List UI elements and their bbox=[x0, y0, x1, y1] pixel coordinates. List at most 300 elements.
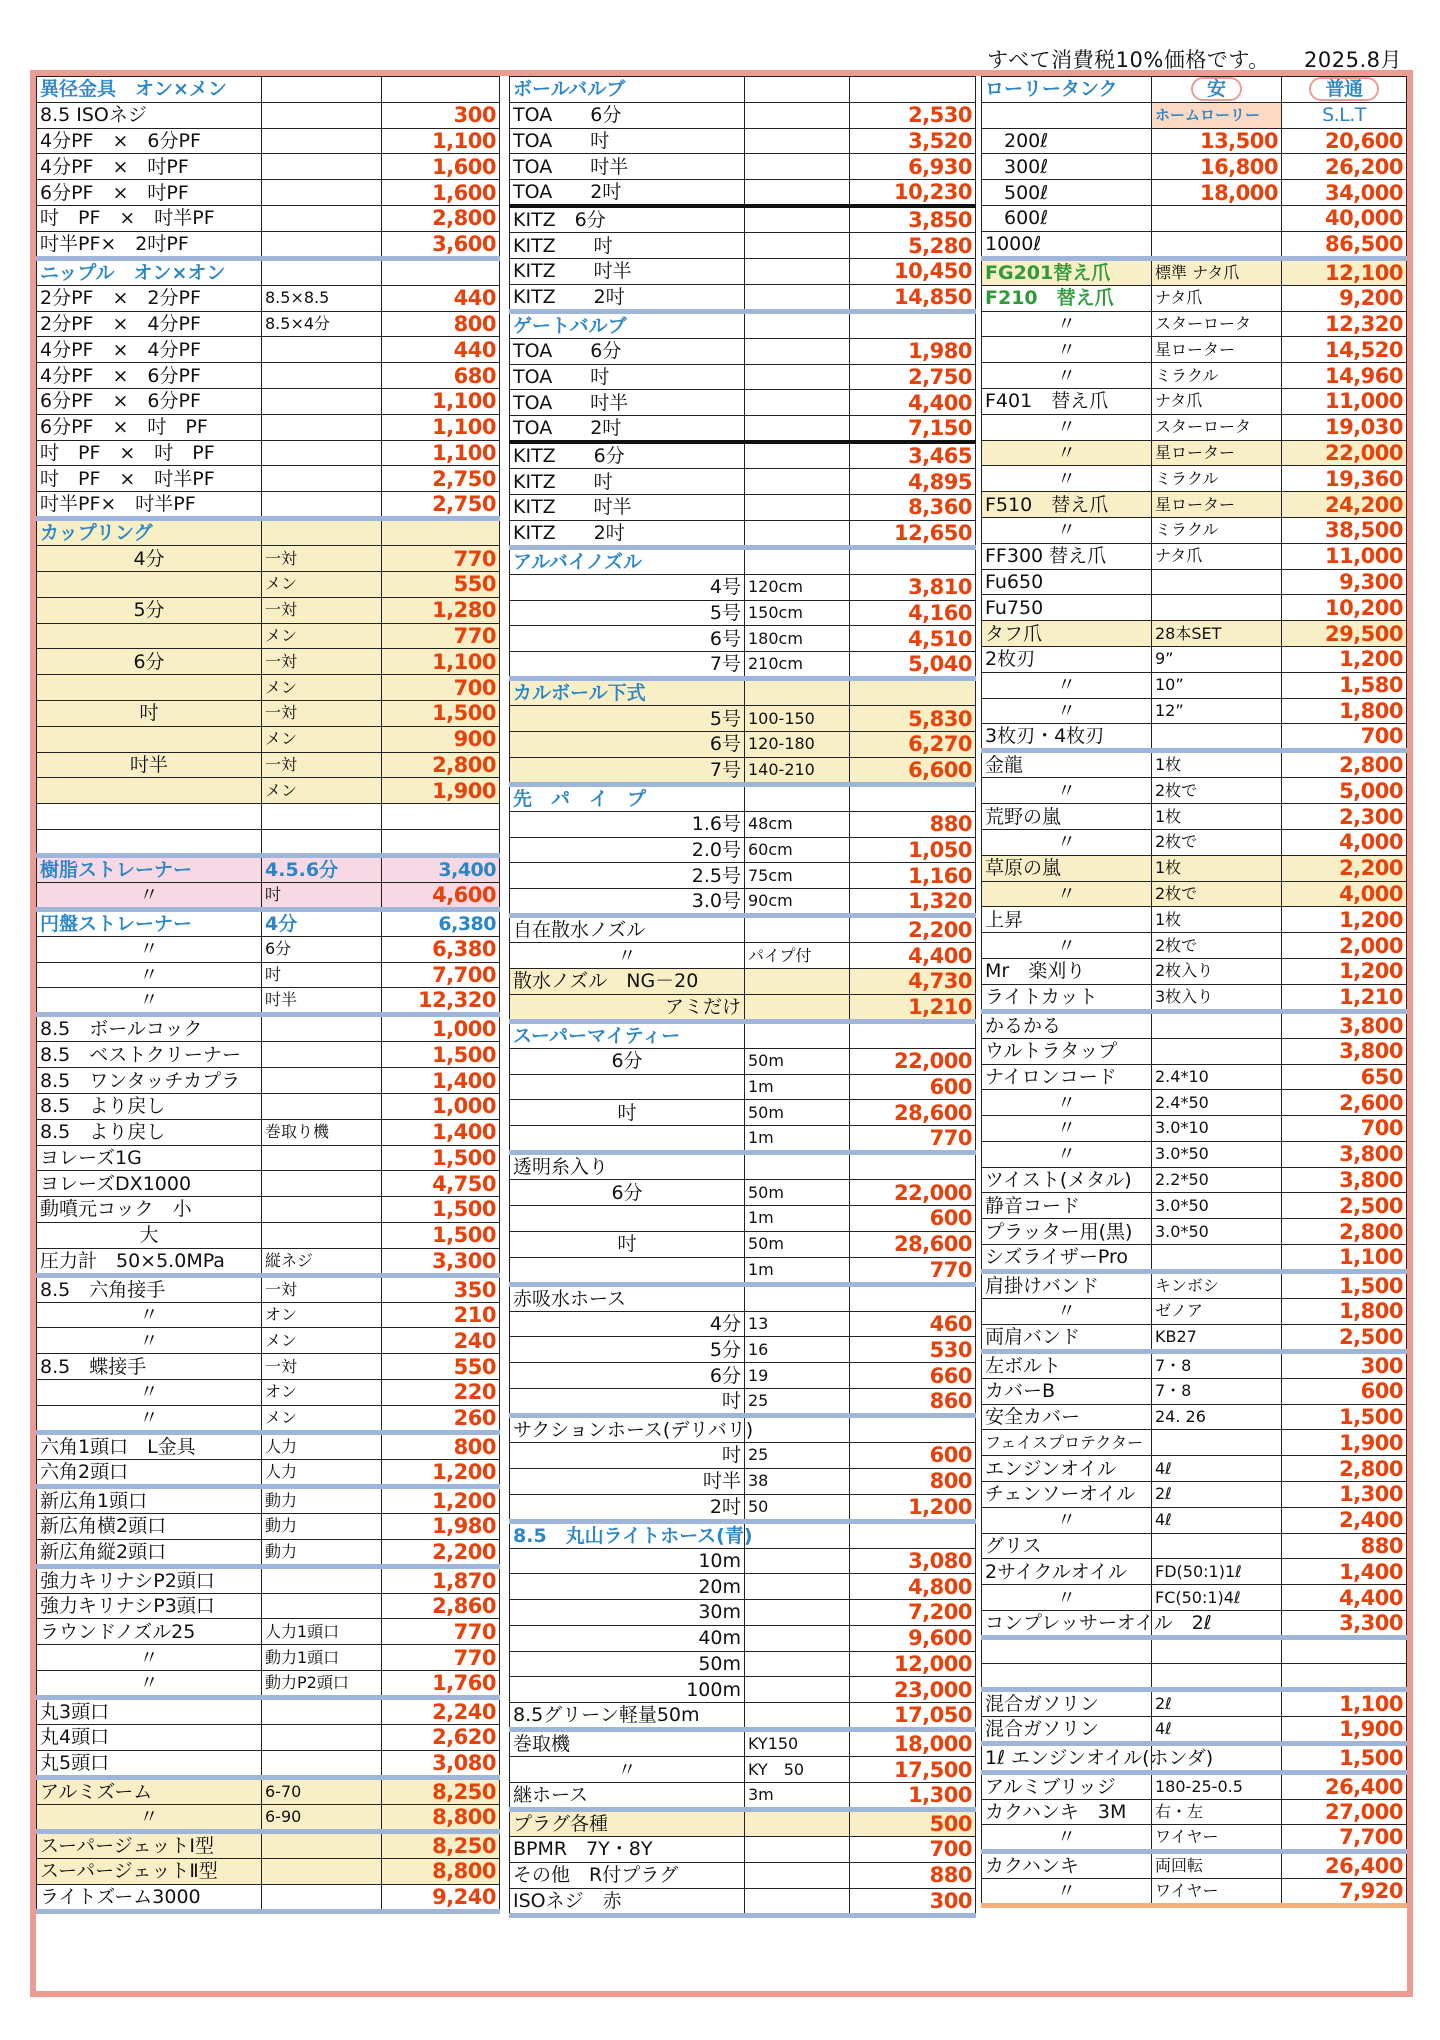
spec-cell bbox=[745, 233, 850, 259]
price-cell: 4,600 bbox=[382, 882, 500, 909]
spec-cell: 2ℓ bbox=[1152, 1689, 1282, 1716]
price-row bbox=[982, 1533, 1407, 1559]
price-row bbox=[982, 1141, 1407, 1167]
price-cell: 650 bbox=[1282, 1064, 1407, 1090]
price-cell: 3,800 bbox=[1282, 1167, 1407, 1193]
price-cell: 3,300 bbox=[382, 1248, 500, 1275]
spec-cell bbox=[1152, 1038, 1282, 1064]
price-row bbox=[37, 1459, 500, 1486]
spec-cell: 一対 bbox=[262, 1354, 382, 1380]
item-name-cell: 8.5 より戻し bbox=[37, 1119, 262, 1145]
spec-cell bbox=[1152, 1430, 1282, 1456]
spec-cell: 一対 bbox=[262, 1275, 382, 1302]
spec-cell: 3.0*10 bbox=[1152, 1116, 1282, 1142]
item-name-cell bbox=[37, 778, 262, 804]
item-name-cell: 8.5 より戻し bbox=[37, 1093, 262, 1119]
price-row bbox=[982, 984, 1407, 1011]
spec-cell: 2.4*10 bbox=[1152, 1064, 1282, 1090]
price-row bbox=[982, 1167, 1407, 1193]
spec-cell: キンボシ bbox=[1152, 1272, 1282, 1299]
price-cell: 1,800 bbox=[1282, 1299, 1407, 1325]
item-name-cell: ISOネジ 赤 bbox=[510, 1888, 745, 1915]
spec-cell bbox=[745, 1810, 850, 1837]
price-row bbox=[37, 1432, 500, 1459]
item-name-cell: 200ℓ bbox=[982, 128, 1152, 154]
price-cell bbox=[382, 258, 500, 285]
price-row bbox=[37, 1858, 500, 1884]
price-cell: 11,000 bbox=[1282, 388, 1407, 414]
spec-cell: 星ローター bbox=[1152, 492, 1282, 518]
spec-cell bbox=[1152, 569, 1282, 595]
item-name-cell: その他 R付プラグ bbox=[510, 1862, 745, 1888]
item-name-cell: 〃 bbox=[982, 933, 1152, 959]
price-row bbox=[510, 520, 976, 547]
price-row bbox=[37, 180, 500, 206]
spec-cell: 3m bbox=[745, 1783, 850, 1810]
price-cell: 1,200 bbox=[1282, 907, 1407, 933]
spec-cell bbox=[745, 968, 850, 994]
price-cell: 4,400 bbox=[850, 943, 976, 969]
price-row bbox=[37, 1513, 500, 1539]
price-cell: 4,400 bbox=[850, 390, 976, 416]
spec-cell: 吋 bbox=[262, 962, 382, 988]
price-row bbox=[510, 469, 976, 495]
item-name-cell: 2.0号 bbox=[510, 837, 745, 863]
spec-cell: 18,000 bbox=[1152, 180, 1282, 206]
price-cell: 660 bbox=[850, 1363, 976, 1389]
spec-cell: 4分 bbox=[262, 909, 382, 936]
price-cell: 2,620 bbox=[382, 1725, 500, 1751]
price-row bbox=[37, 597, 500, 623]
price-cell: 300 bbox=[850, 1888, 976, 1915]
item-name-cell: ヨレーズ1G bbox=[37, 1145, 262, 1171]
price-row bbox=[510, 1048, 976, 1074]
item-name-cell: 4分 bbox=[510, 1311, 745, 1337]
spec-cell: 4ℓ bbox=[1152, 1456, 1282, 1482]
spec-cell bbox=[262, 1750, 382, 1777]
item-name-cell: 先 パ イ プ bbox=[510, 784, 745, 811]
price-row bbox=[37, 571, 500, 597]
item-name-cell: TOA 6分 bbox=[510, 338, 745, 364]
price-cell: 1,500 bbox=[1282, 1272, 1407, 1299]
item-name-cell: スーパージェットⅡ型 bbox=[37, 1858, 262, 1884]
item-name-cell: ゲートバルブ bbox=[510, 311, 745, 338]
price-cell: 10,450 bbox=[850, 258, 976, 284]
price-cell: 26,200 bbox=[1282, 154, 1407, 180]
price-cell: 1,600 bbox=[382, 154, 500, 180]
price-cell: 3,465 bbox=[850, 442, 976, 469]
price-cell bbox=[850, 679, 976, 706]
spec-cell bbox=[745, 469, 850, 495]
price-row bbox=[982, 1456, 1407, 1482]
price-cell: 880 bbox=[1282, 1533, 1407, 1559]
item-name-cell: 8.5 蝶接手 bbox=[37, 1354, 262, 1380]
spec-cell bbox=[745, 154, 850, 180]
section-header-row bbox=[510, 77, 976, 103]
spec-cell bbox=[745, 1703, 850, 1730]
item-name-cell: 4分PF × 4分PF bbox=[37, 337, 262, 363]
price-row bbox=[37, 1302, 500, 1328]
item-name-cell bbox=[982, 102, 1152, 128]
spec-cell: 1m bbox=[745, 1257, 850, 1284]
item-name-cell: TOA 6分 bbox=[510, 102, 745, 128]
item-name-cell: 混合ガソリン bbox=[982, 1716, 1152, 1743]
price-cell: 1,500 bbox=[382, 700, 500, 726]
price-row bbox=[982, 154, 1407, 180]
item-name-cell: 吋 bbox=[510, 1100, 745, 1126]
price-row bbox=[982, 1879, 1407, 1906]
spec-cell bbox=[262, 1042, 382, 1068]
price-row bbox=[982, 1116, 1407, 1142]
price-row bbox=[982, 1638, 1407, 1664]
item-name-cell: FF300 替え爪 bbox=[982, 543, 1152, 569]
price-row bbox=[37, 231, 500, 258]
price-row bbox=[510, 626, 976, 652]
item-name-cell: 静音コード bbox=[982, 1193, 1152, 1219]
price-cell: 1,000 bbox=[382, 1093, 500, 1119]
price-cell: 600 bbox=[1282, 1378, 1407, 1404]
price-row bbox=[37, 1645, 500, 1671]
price-row bbox=[510, 1388, 976, 1415]
spec-cell bbox=[262, 128, 382, 154]
spec-cell: パイプ付 bbox=[745, 943, 850, 969]
item-name-cell: 〃 bbox=[37, 1302, 262, 1328]
item-name-cell: 4号 bbox=[510, 574, 745, 600]
price-cell: 4,750 bbox=[382, 1171, 500, 1197]
price-row bbox=[37, 752, 500, 778]
item-name-cell: 〃 bbox=[982, 672, 1152, 698]
spec-cell: ミラクル bbox=[1152, 363, 1282, 389]
price-cell: 300 bbox=[1282, 1351, 1407, 1378]
price-cell: 9,200 bbox=[1282, 285, 1407, 311]
price-row bbox=[37, 311, 500, 337]
item-name-cell: 4分PF × 6分PF bbox=[37, 363, 262, 389]
price-cell: 7,920 bbox=[1282, 1879, 1407, 1906]
item-name-cell: シズライザーPro bbox=[982, 1245, 1152, 1272]
price-row bbox=[37, 440, 500, 466]
item-name-cell: TOA 2吋 bbox=[510, 416, 745, 443]
spec-cell: ミラクル bbox=[1152, 466, 1282, 492]
spec-cell bbox=[262, 519, 382, 546]
price-row bbox=[510, 706, 976, 732]
price-cell: 1,280 bbox=[382, 597, 500, 623]
price-column-middle bbox=[509, 76, 976, 1918]
spec-cell: スターロータ bbox=[1152, 414, 1282, 440]
price-cell: 1,300 bbox=[850, 1783, 976, 1810]
item-name-cell: 新広角横2頭口 bbox=[37, 1513, 262, 1539]
price-row bbox=[982, 1772, 1407, 1799]
price-row bbox=[510, 154, 976, 180]
price-row bbox=[510, 916, 976, 943]
spec-cell: ワイヤー bbox=[1152, 1879, 1282, 1906]
item-name-cell: 8.5グリーン軽量50m bbox=[510, 1703, 745, 1730]
price-cell bbox=[1282, 1638, 1407, 1664]
spec-cell: 両回転 bbox=[1152, 1852, 1282, 1879]
price-row bbox=[37, 1119, 500, 1145]
price-row bbox=[510, 338, 976, 364]
price-row bbox=[982, 881, 1407, 907]
spec-cell: 3.0*50 bbox=[1152, 1193, 1282, 1219]
spec-cell: 13 bbox=[745, 1311, 850, 1337]
spec-cell: KB27 bbox=[1152, 1324, 1282, 1351]
item-name-cell: 8.5 ISOネジ bbox=[37, 102, 262, 128]
price-row bbox=[37, 1354, 500, 1380]
item-name-cell: 100m bbox=[510, 1677, 745, 1703]
price-row bbox=[510, 757, 976, 784]
price-row bbox=[37, 1593, 500, 1619]
price-cell: 1,500 bbox=[382, 1145, 500, 1171]
price-row bbox=[982, 1507, 1407, 1533]
item-name-cell bbox=[37, 726, 262, 752]
item-name-cell: 2.5号 bbox=[510, 863, 745, 889]
price-row bbox=[510, 102, 976, 128]
price-cell bbox=[850, 77, 976, 103]
item-name-cell: 8.5 ボールコック bbox=[37, 1015, 262, 1042]
price-cell: 1,980 bbox=[382, 1513, 500, 1539]
item-name-cell bbox=[510, 1257, 745, 1284]
spec-cell bbox=[745, 1021, 850, 1048]
item-name-cell bbox=[510, 1126, 745, 1153]
spec-cell bbox=[745, 416, 850, 443]
price-row bbox=[982, 1351, 1407, 1378]
item-name-cell: プラグ各種 bbox=[510, 1810, 745, 1837]
price-cell: 1,400 bbox=[382, 1068, 500, 1094]
item-name-cell: スーパーマイティー bbox=[510, 1021, 745, 1048]
price-row bbox=[982, 1825, 1407, 1852]
spec-cell bbox=[262, 1593, 382, 1619]
price-cell: 9,300 bbox=[1282, 569, 1407, 595]
price-cell: 2,750 bbox=[382, 466, 500, 492]
spec-cell bbox=[745, 784, 850, 811]
item-name-cell: 吋半PF× 2吋PF bbox=[37, 231, 262, 258]
price-cell: 14,520 bbox=[1282, 337, 1407, 363]
spec-cell: 1枚 bbox=[1152, 907, 1282, 933]
price-row bbox=[37, 1248, 500, 1275]
price-cell: 1,600 bbox=[382, 180, 500, 206]
price-cell: 1,580 bbox=[1282, 672, 1407, 698]
item-name-cell: プラッター用(黒) bbox=[982, 1219, 1152, 1245]
price-row bbox=[982, 621, 1407, 647]
item-name-cell: 4分PF × 吋PF bbox=[37, 154, 262, 180]
price-row bbox=[510, 1651, 976, 1677]
price-cell: 680 bbox=[382, 363, 500, 389]
price-cell: 7,700 bbox=[1282, 1825, 1407, 1852]
item-name-cell: かるかる bbox=[982, 1011, 1152, 1038]
price-cell: 28,600 bbox=[850, 1231, 976, 1257]
price-cell: 300 bbox=[382, 102, 500, 128]
item-name-cell: 透明糸入り bbox=[510, 1153, 745, 1180]
price-row bbox=[982, 466, 1407, 492]
price-cell: 12,320 bbox=[382, 988, 500, 1015]
price-cell: 1,800 bbox=[1282, 698, 1407, 724]
spec-cell: オン bbox=[262, 1380, 382, 1406]
spec-cell: 8.5×8.5 bbox=[262, 285, 382, 311]
item-name-cell: 吋半 bbox=[510, 1468, 745, 1494]
price-row bbox=[37, 1566, 500, 1593]
price-row bbox=[510, 233, 976, 259]
price-row bbox=[37, 829, 500, 855]
spec-cell: 4ℓ bbox=[1152, 1716, 1282, 1743]
price-cell: S.L.T bbox=[1282, 102, 1407, 128]
price-row bbox=[982, 1193, 1407, 1219]
spec-cell bbox=[745, 1284, 850, 1311]
price-cell: 3,400 bbox=[382, 855, 500, 882]
price-row bbox=[510, 1231, 976, 1257]
price-cell: 1,500 bbox=[382, 1042, 500, 1068]
price-cell: 7,150 bbox=[850, 416, 976, 443]
spec-cell: 星ローター bbox=[1152, 440, 1282, 466]
spec-cell: 縦ネジ bbox=[262, 1248, 382, 1275]
item-name-cell: 散水ノズル NG－20 bbox=[510, 968, 745, 994]
spec-cell bbox=[1152, 724, 1282, 751]
spec-cell: 3.0*50 bbox=[1152, 1219, 1282, 1245]
price-cell: 1,500 bbox=[382, 1197, 500, 1223]
price-row bbox=[510, 442, 976, 469]
price-cell: 26,400 bbox=[1282, 1772, 1407, 1799]
spec-cell: 50m bbox=[745, 1100, 850, 1126]
item-name-cell: アルバイノズル bbox=[510, 547, 745, 574]
spec-cell bbox=[262, 1093, 382, 1119]
item-name-cell: 〃 bbox=[982, 414, 1152, 440]
price-row bbox=[37, 1777, 500, 1804]
item-name-cell: 吋 PF × 吋半PF bbox=[37, 466, 262, 492]
price-row bbox=[510, 731, 976, 757]
section-header-row bbox=[37, 77, 500, 103]
price-row bbox=[37, 962, 500, 988]
item-name-cell: 〃 bbox=[982, 1141, 1152, 1167]
price-cell: 1,760 bbox=[382, 1671, 500, 1698]
price-row bbox=[982, 1404, 1407, 1430]
price-cell: 10,230 bbox=[850, 180, 976, 207]
item-name-cell: 1ℓ エンジンオイル(ホンダ) bbox=[982, 1743, 1152, 1772]
item-name-cell: 〃 bbox=[982, 1585, 1152, 1611]
price-row bbox=[510, 1468, 976, 1494]
item-name-cell: 6号 bbox=[510, 626, 745, 652]
price-row bbox=[982, 569, 1407, 595]
price-row bbox=[982, 128, 1407, 154]
item-name-cell: 六角1頭口 L金具 bbox=[37, 1432, 262, 1459]
price-cell: 1,100 bbox=[382, 414, 500, 440]
price-cell: 1,900 bbox=[1282, 1716, 1407, 1743]
spec-cell: 50 bbox=[745, 1494, 850, 1521]
price-cell: 260 bbox=[382, 1405, 500, 1432]
price-cell: 3,850 bbox=[850, 206, 976, 233]
price-cell: 3,080 bbox=[850, 1548, 976, 1574]
spec-cell: FD(50:1)1ℓ bbox=[1152, 1559, 1282, 1585]
spec-cell: KY 50 bbox=[745, 1757, 850, 1783]
spec-cell bbox=[745, 1862, 850, 1888]
spec-cell: 28本SET bbox=[1152, 621, 1282, 647]
spec-cell: 6分 bbox=[262, 936, 382, 962]
item-name-cell: 荒野の嵐 bbox=[982, 804, 1152, 830]
price-row bbox=[982, 1430, 1407, 1456]
price-row bbox=[510, 1415, 976, 1442]
item-name-cell: ボールバルブ bbox=[510, 77, 745, 103]
price-cell: 3,810 bbox=[850, 574, 976, 600]
price-column-right bbox=[981, 76, 1407, 1908]
price-cell: 500 bbox=[850, 1810, 976, 1837]
spec-cell bbox=[745, 1677, 850, 1703]
spec-cell: 吋 bbox=[262, 882, 382, 909]
item-name-cell: KITZ 2吋 bbox=[510, 520, 745, 547]
item-name-cell bbox=[510, 1205, 745, 1231]
item-name-cell: ヨレーズDX1000 bbox=[37, 1171, 262, 1197]
spec-cell: 3枚入り bbox=[1152, 984, 1282, 1011]
spec-cell: 210cm bbox=[745, 652, 850, 679]
price-cell: 1,900 bbox=[382, 778, 500, 804]
price-cell: 1,200 bbox=[850, 1494, 976, 1521]
price-cell bbox=[850, 1153, 976, 1180]
price-cell: 14,960 bbox=[1282, 363, 1407, 389]
price-row bbox=[982, 285, 1407, 311]
price-row bbox=[982, 311, 1407, 337]
item-name-cell: ウルトラタップ bbox=[982, 1038, 1152, 1064]
price-row bbox=[982, 1663, 1407, 1689]
price-row bbox=[37, 804, 500, 830]
spec-cell: 1枚 bbox=[1152, 855, 1282, 881]
price-row bbox=[982, 1378, 1407, 1404]
price-row bbox=[37, 1831, 500, 1858]
item-name-cell: 2サイクルオイル bbox=[982, 1559, 1152, 1585]
item-name-cell: 600ℓ bbox=[982, 205, 1152, 231]
spec-cell bbox=[262, 180, 382, 206]
price-row bbox=[37, 623, 500, 649]
spec-cell: 2ℓ bbox=[1152, 1482, 1282, 1508]
section-header-row bbox=[37, 519, 500, 546]
price-cell: 880 bbox=[850, 811, 976, 837]
spec-cell: 巻取り機 bbox=[262, 1119, 382, 1145]
spec-cell bbox=[262, 1171, 382, 1197]
item-name-cell: BPMR 7Y・8Y bbox=[510, 1837, 745, 1863]
price-row bbox=[510, 1888, 976, 1915]
spec-cell: オン bbox=[262, 1302, 382, 1328]
spec-cell: メン bbox=[262, 675, 382, 701]
price-cell: 24,200 bbox=[1282, 492, 1407, 518]
item-name-cell: ラウンドノズル25 bbox=[37, 1619, 262, 1645]
price-row bbox=[37, 1171, 500, 1197]
price-row bbox=[982, 1090, 1407, 1116]
item-name-cell: 樹脂ストレーナー bbox=[37, 855, 262, 882]
price-cell: 34,000 bbox=[1282, 180, 1407, 206]
spec-cell: 一対 bbox=[262, 752, 382, 778]
price-row bbox=[37, 1275, 500, 1302]
item-name-cell: ライトカット bbox=[982, 984, 1152, 1011]
item-name-cell bbox=[37, 675, 262, 701]
price-row bbox=[37, 1015, 500, 1042]
price-cell: 3,600 bbox=[382, 231, 500, 258]
spec-cell bbox=[745, 1837, 850, 1863]
item-name-cell: 丸3頭口 bbox=[37, 1698, 262, 1725]
spec-cell: 2枚で bbox=[1152, 778, 1282, 804]
price-cell: 8,250 bbox=[382, 1777, 500, 1804]
item-name-cell: 6分 bbox=[510, 1048, 745, 1074]
item-name-cell: 〃 bbox=[982, 337, 1152, 363]
price-row bbox=[982, 1585, 1407, 1611]
spec-cell bbox=[745, 180, 850, 207]
price-row bbox=[982, 205, 1407, 231]
spec-cell bbox=[745, 128, 850, 154]
spec-cell: 1m bbox=[745, 1074, 850, 1100]
price-cell: 700 bbox=[1282, 724, 1407, 751]
item-name-cell: ナイロンコード bbox=[982, 1064, 1152, 1090]
spec-cell: 50m bbox=[745, 1048, 850, 1074]
price-cell: 770 bbox=[382, 546, 500, 572]
price-row bbox=[37, 546, 500, 572]
item-name-cell: 赤吸水ホース bbox=[510, 1284, 745, 1311]
item-name-cell: F401 替え爪 bbox=[982, 388, 1152, 414]
price-cell: 1,210 bbox=[850, 994, 976, 1021]
price-row bbox=[37, 988, 500, 1015]
